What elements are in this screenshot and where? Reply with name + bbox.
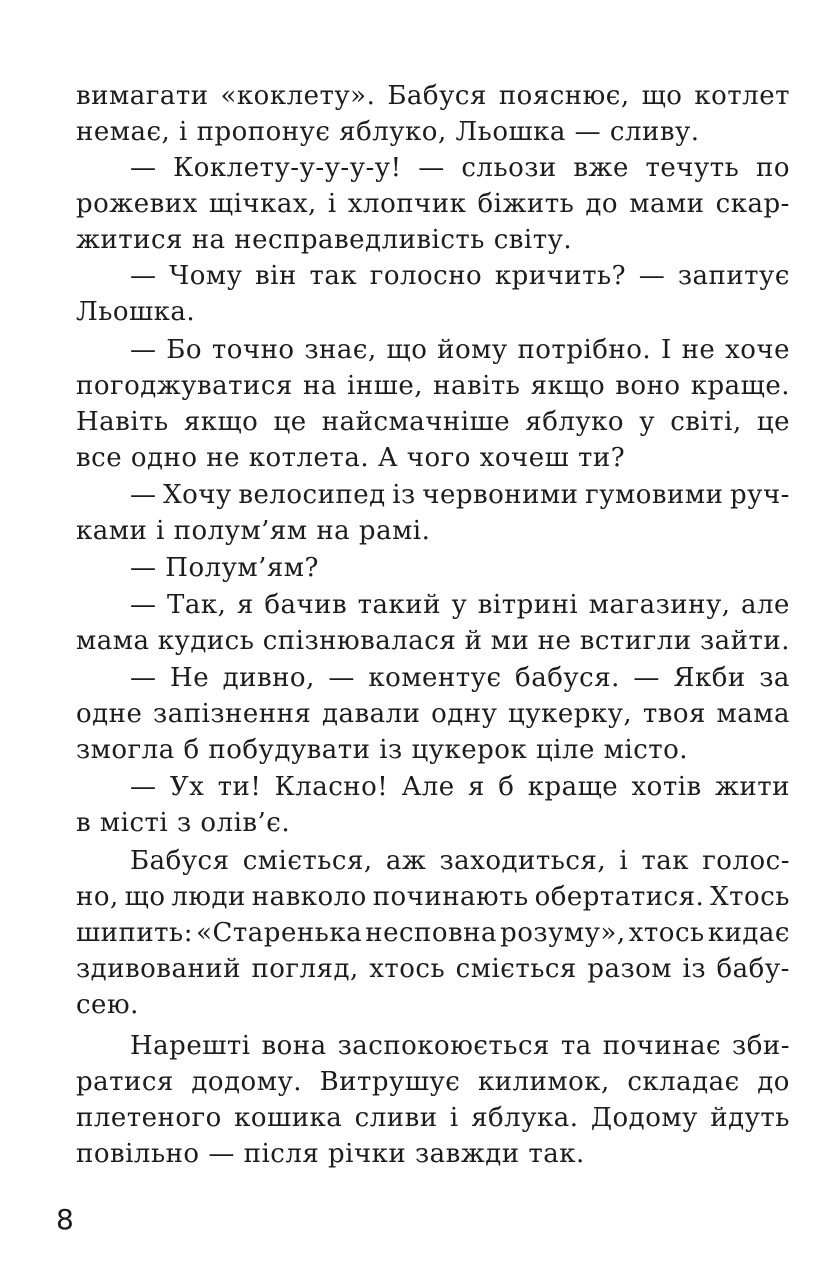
text-line [76, 368, 790, 404]
word: — [130, 153, 157, 183]
text-line [130, 332, 790, 368]
word: спізнювалася [262, 626, 457, 656]
word: навіть [433, 371, 521, 401]
text-line: — Полум’ям? [130, 553, 319, 583]
text-line [76, 623, 790, 659]
word: жити [714, 772, 790, 802]
word: хлопчик [347, 189, 467, 219]
text-line [76, 186, 790, 222]
word: інше, [347, 371, 423, 401]
word: килимок, [477, 1067, 610, 1097]
word: точно [211, 335, 295, 365]
word: вже [573, 153, 629, 183]
word: сміється, [242, 846, 373, 876]
word: Ух [169, 772, 205, 802]
word: запитує [677, 261, 790, 291]
word: вітрині [477, 590, 579, 620]
text-line [76, 404, 790, 440]
word: Витрушує [319, 1067, 461, 1097]
word: — [130, 480, 157, 510]
word: «коклету». [220, 81, 376, 111]
word: голосно [369, 261, 483, 291]
word: у [451, 590, 468, 620]
word: що [124, 882, 166, 912]
word: — [633, 663, 660, 693]
word: і [449, 1103, 459, 1133]
word: й [464, 626, 483, 656]
word: погоджуватися [76, 371, 293, 401]
word: ратися [76, 1067, 174, 1097]
text-line: сею. [76, 990, 139, 1020]
word: сливи [354, 1103, 438, 1133]
word: Бо [166, 335, 203, 365]
text-line: повільно — після річки завжди так. [76, 1139, 585, 1169]
word: бачив [264, 590, 348, 620]
word: руч- [730, 480, 790, 510]
word: — [638, 261, 666, 291]
word: — [130, 335, 157, 365]
word: — [328, 663, 355, 693]
word: плетеного [76, 1103, 222, 1133]
word: я [236, 590, 254, 620]
word: вона [261, 1031, 327, 1061]
word: по [755, 153, 790, 183]
word: гумовими [585, 480, 724, 510]
word: голос- [702, 846, 790, 876]
word: я [468, 772, 485, 802]
text-line: Льошка. [76, 297, 196, 327]
word: аж [385, 846, 427, 876]
word: велосипед [238, 480, 386, 510]
text-line [76, 951, 790, 987]
word: магазину, [588, 590, 731, 620]
word: — [130, 261, 157, 291]
word: цукерку, [508, 699, 633, 729]
word: Коклету-у-у-у-у! [173, 153, 402, 183]
word: твоя [642, 699, 706, 729]
text-line [76, 1100, 790, 1136]
word: йому [437, 335, 508, 365]
word: Бабуся [387, 81, 487, 111]
word: краще [527, 772, 619, 802]
text-line [130, 258, 790, 294]
word: — [130, 772, 157, 802]
word: та [560, 1031, 592, 1061]
word: що [386, 335, 428, 365]
word: — [418, 153, 445, 183]
word: так [309, 261, 358, 291]
word: воно [615, 371, 681, 401]
word: «Старенька [196, 918, 363, 948]
word: із [682, 954, 707, 984]
word: запізнення [153, 699, 312, 729]
word: несповна [365, 918, 497, 948]
word: це [756, 407, 790, 437]
word: йдуть [710, 1103, 790, 1133]
word: Чому [169, 261, 243, 291]
word: встигли [579, 626, 692, 656]
word: но, [76, 882, 119, 912]
word: щічках, [208, 189, 317, 219]
word: люди [171, 882, 246, 912]
text-line: змогла б побудувати із цукерок ціле місто. [76, 735, 689, 765]
word: бабу- [716, 954, 790, 984]
text-line: житися на несправедливість світу. [76, 225, 573, 255]
word: обертатися. [534, 882, 705, 912]
text-line [130, 477, 790, 513]
word: до [585, 189, 619, 219]
text-line: немає, і пропонує яблуко, Льошка — сливу. [76, 117, 700, 147]
word: і [327, 189, 337, 219]
text-line: в місті з олів’є. [76, 808, 291, 838]
word: одну [431, 699, 498, 729]
word: не [537, 626, 572, 656]
word: додому. [191, 1067, 303, 1097]
word: потрібно. [517, 335, 652, 365]
text-line [130, 1028, 790, 1064]
word: розуму», [500, 918, 626, 948]
word: вимагати [76, 81, 209, 111]
word: найсмачніше [321, 407, 511, 437]
word: заходиться, [439, 846, 607, 876]
word: краще. [690, 371, 790, 401]
word: біжить [477, 189, 575, 219]
word: пояснює, [498, 81, 630, 111]
word: на [302, 371, 337, 401]
word: заспокоюється [337, 1031, 550, 1061]
text-line [76, 78, 790, 114]
word: Бабуся [130, 846, 230, 876]
word: Хтось [710, 882, 790, 912]
word: Але [401, 772, 455, 802]
word: рожевих [76, 189, 198, 219]
word: хотів [631, 772, 702, 802]
word: кошика [234, 1103, 343, 1133]
text-line [76, 915, 790, 951]
word: не [681, 335, 716, 365]
word: — [130, 590, 157, 620]
word: І [660, 335, 672, 365]
word: навколо [251, 882, 367, 912]
word: Так, [167, 590, 227, 620]
word: за [759, 663, 790, 693]
word: скар- [715, 189, 790, 219]
word: кудись [157, 626, 255, 656]
text-line [130, 843, 790, 879]
word: погляд, [251, 954, 359, 984]
word: котлет [694, 81, 790, 111]
word: у [639, 407, 656, 437]
word: якщо [183, 407, 259, 437]
word: б [498, 772, 515, 802]
word: сльози [461, 153, 557, 183]
word: хоче [725, 335, 790, 365]
word: світі, [670, 407, 742, 437]
word: бабуся. [515, 663, 620, 693]
word: Не [170, 663, 210, 693]
word: складає [627, 1067, 740, 1097]
text-line [76, 1064, 790, 1100]
word: Класно! [274, 772, 389, 802]
text-line: ками і полум’ям на рамі. [76, 516, 431, 546]
word: кидає [707, 918, 790, 948]
word: зби- [732, 1031, 790, 1061]
word: давали [321, 699, 421, 729]
word: він [255, 261, 297, 291]
word: Додому [590, 1103, 698, 1133]
word: такий [357, 590, 441, 620]
text-line [76, 696, 790, 732]
word: до [757, 1067, 790, 1097]
word: Хочу [163, 480, 232, 510]
word: мама [76, 626, 150, 656]
page-number: 8 [56, 1203, 74, 1236]
word: разом [587, 954, 673, 984]
word: одне [76, 699, 143, 729]
word: хтось [369, 954, 446, 984]
word: із [392, 480, 416, 510]
word: що [641, 81, 683, 111]
word: дивно, [222, 663, 315, 693]
word: мами [629, 189, 705, 219]
word: це [273, 407, 307, 437]
word: — [130, 663, 157, 693]
word: яблука. [471, 1103, 579, 1133]
word: але [741, 590, 790, 620]
text-line [130, 660, 790, 696]
word: коментує [368, 663, 502, 693]
word: так [641, 846, 689, 876]
word: течуть [645, 153, 740, 183]
text-line [130, 769, 790, 805]
word: мама [716, 699, 790, 729]
word: ти! [217, 772, 262, 802]
word: Якби [673, 663, 746, 693]
word: шипить: [76, 918, 193, 948]
word: яблуко [525, 407, 625, 437]
word: Навіть [76, 407, 169, 437]
word: сміється [455, 954, 577, 984]
word: знає, [304, 335, 377, 365]
word: кричить? [494, 261, 627, 291]
word: хтось [628, 918, 705, 948]
word: ми [490, 626, 530, 656]
word: починають [372, 882, 529, 912]
word: червоними [422, 480, 579, 510]
word: зайти. [699, 626, 790, 656]
text-line: все одно не котлета. А чого хочеш ти? [76, 443, 626, 473]
word: Нарешті [130, 1031, 251, 1061]
text-line [130, 150, 790, 186]
word: і [619, 846, 629, 876]
text-line [76, 879, 790, 915]
word: починає [602, 1031, 722, 1061]
text-line [130, 587, 790, 623]
word: якщо [530, 371, 606, 401]
word: здивований [76, 954, 241, 984]
